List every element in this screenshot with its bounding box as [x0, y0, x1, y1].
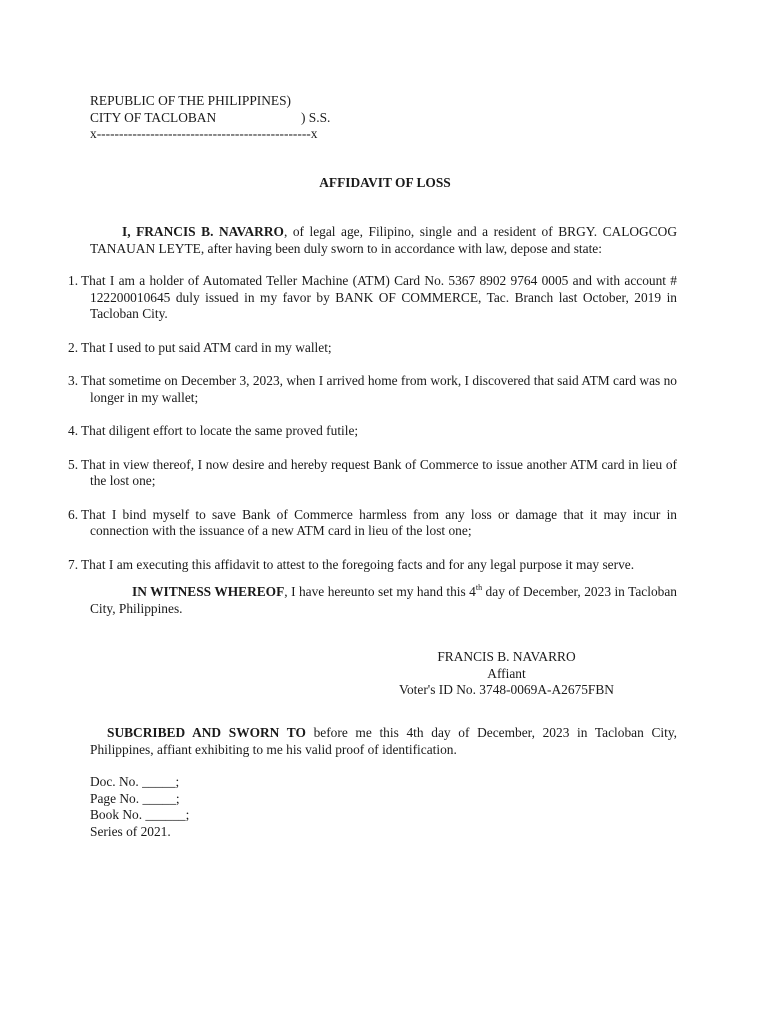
jurat-text: before me this 4th day of December, 2023 in Tacloban City, Philippines, affiant exhibiting to me his valid proof of identification.	[90, 725, 678, 757]
witness-ordinal-suffix: th	[475, 582, 483, 592]
list-item-number: 1.	[68, 273, 79, 288]
list-item	[68, 273, 677, 323]
document-title: AFFIDAVIT OF LOSS	[319, 175, 451, 190]
intro-paragraph	[90, 224, 677, 257]
list-item	[68, 457, 677, 490]
witness-text-b: day of December, 2023 in Tacloban City, Philippines.	[90, 584, 677, 616]
list-item-text: That I am a holder of Automated Teller Machine (ATM) Card No. 5367 8902 9764 0005 and with account # 122200010645 duly issued in my favor by BANK OF COMMERCE, Tac. Branch last October, 2019 in Tacloban City.	[81, 273, 677, 321]
series-year: Series of 2021.	[90, 823, 171, 839]
venue-city-text: CITY OF TACLOBAN	[90, 109, 217, 125]
list-item-number: 4.	[68, 423, 79, 438]
witness-text-a: , I have hereunto set my hand this 4	[284, 584, 476, 599]
witness-bold: IN WITNESS WHEREOF	[132, 584, 285, 599]
list-item-text: That I used to put said ATM card in my wallet;	[81, 339, 332, 355]
affiant-name-bold: I, FRANCIS B. NAVARRO	[122, 224, 284, 239]
signature-block	[380, 649, 633, 699]
doc-number: Doc. No. _____;	[90, 774, 180, 789]
jurat-paragraph	[90, 725, 677, 758]
venue-block	[90, 93, 350, 143]
list-item-text: That I bind myself to save Bank of Commerce harmless from any loss or damage that it may incur in connection with the issuance of a new ATM card in lieu of the lost one;	[81, 506, 677, 538]
jurat-bold: SUBCRIBED AND SWORN TO	[107, 725, 306, 740]
list-item	[68, 340, 677, 357]
list-item-text: That in view thereof, I now desire and hereby request Bank of Commerce to issue another ATM card in lieu of the lost one;	[81, 456, 677, 488]
witness-paragraph	[90, 584, 677, 617]
list-item-number: 6.	[68, 506, 79, 522]
affiant-id: Voter's ID No. 3748-0069A-A2675FBN	[399, 682, 614, 697]
list-item	[68, 373, 677, 406]
book-number: Book No. ______;	[90, 807, 190, 822]
intro-text: , of legal age, Filipino, single and a resident of BRGY. CALOGCOG TANAUAN LEYTE, after having been duly sworn to in accordance with law, depose and state:	[90, 224, 677, 256]
list-item-number: 3.	[68, 373, 79, 388]
list-item-number: 2.	[68, 339, 79, 355]
venue-republic-text: REPUBLIC OF THE PHILIPPINES)	[90, 93, 292, 108]
venue-rule: x------------------------------------------------x	[90, 126, 318, 141]
list-item	[68, 423, 677, 440]
list-item-text: That diligent effort to locate the same proved futile;	[81, 423, 359, 438]
venue-republic	[90, 93, 350, 110]
affiant-role: Affiant	[487, 665, 526, 681]
page-number: Page No. _____;	[90, 790, 180, 806]
affiant-name: FRANCIS B. NAVARRO	[437, 649, 576, 664]
list-item-text: That I am executing this affidavit to attest to the foregoing facts and for any legal purpose it may serve.	[81, 556, 635, 572]
list-item-number: 7.	[68, 556, 79, 572]
list-item-number: 5.	[68, 456, 79, 472]
notarial-references	[90, 774, 189, 840]
list-item-text: That sometime on December 3, 2023, when I arrived home from work, I discovered that said ATM card was no longer in my wallet;	[81, 373, 677, 405]
venue-city	[90, 110, 350, 127]
statement-list	[68, 273, 677, 573]
venue-ss: ) S.S.	[301, 109, 331, 125]
list-item	[68, 557, 677, 574]
list-item	[68, 507, 677, 540]
